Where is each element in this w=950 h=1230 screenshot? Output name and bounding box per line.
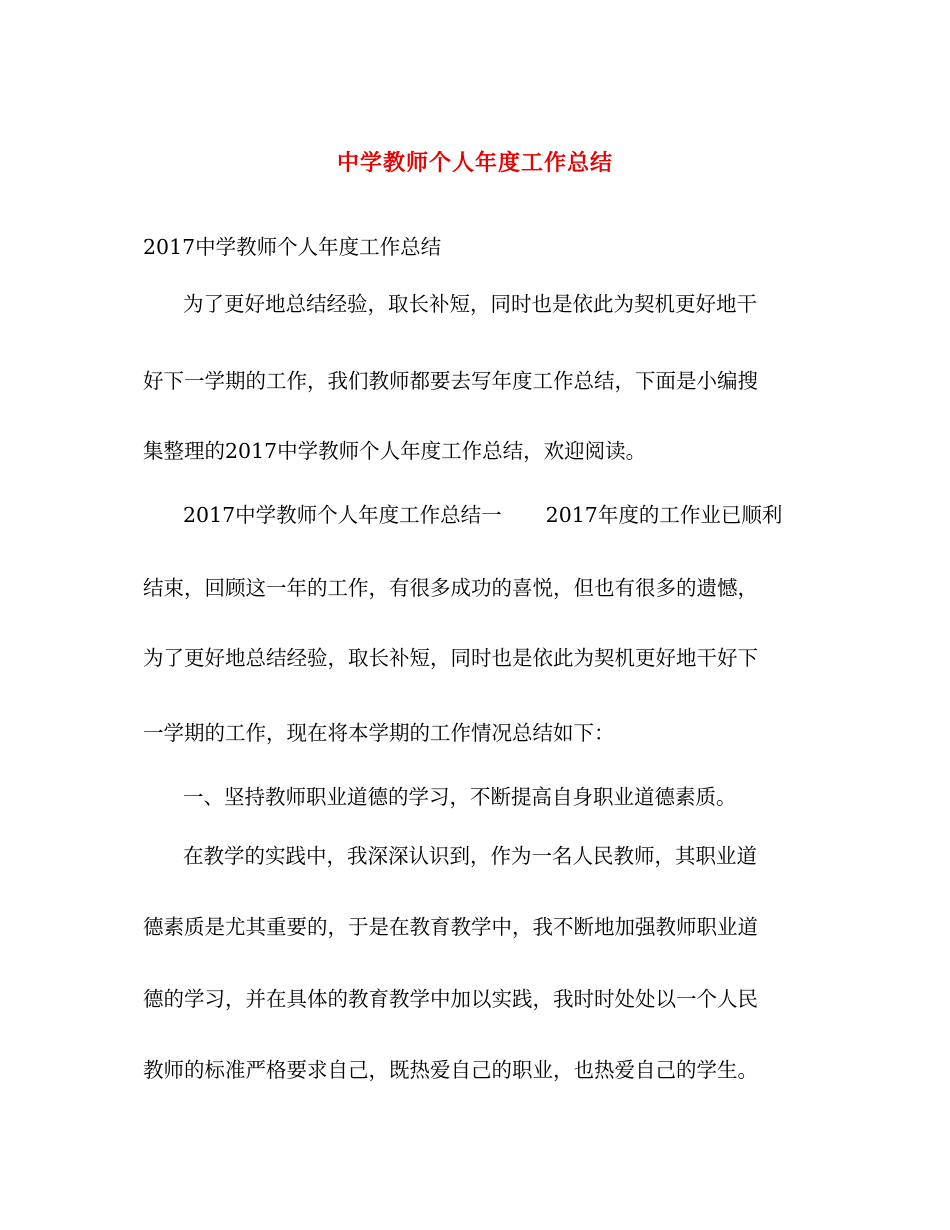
paragraph-line: 一学期的工作，现在将本学期的工作情况总结如下： <box>143 721 615 745</box>
paragraph-line <box>183 501 807 529</box>
paragraph-line: 结束，回顾这一年的工作，有很多成功的喜悦，但也有很多的遗憾， <box>143 576 758 600</box>
paragraph-line: 好下一学期的工作，我们教师都要去写年度工作总结，下面是小编搜 <box>143 369 758 393</box>
paragraph-line: 教师的标准严格要求自己，既热爱自己的职业，也热爱自己的学生。 <box>143 1058 758 1082</box>
paragraph-line: 为了更好地总结经验，取长补短，同时也是依此为契机更好地干好下 <box>143 646 758 670</box>
paragraph-line: 为了更好地总结经验，取长补短，同时也是依此为契机更好地干 <box>183 292 757 316</box>
paragraph-line: 德素质是尤其重要的，于是在教育教学中，我不断地加强教师职业道 <box>143 915 758 939</box>
section-heading: 2017中学教师个人年度工作总结一 <box>183 503 502 527</box>
paragraph-line: 德的学习，并在具体的教育教学中加以实践，我时时处处以一个人民 <box>143 987 758 1011</box>
document-title: 中学教师个人年度工作总结 <box>336 150 613 176</box>
paragraph-line: 集整理的2017中学教师个人年度工作总结，欢迎阅读。 <box>143 439 647 463</box>
subtitle-line: 2017中学教师个人年度工作总结 <box>143 235 442 259</box>
paragraph-line: 在教学的实践中，我深深认识到，作为一名人民教师，其职业道 <box>183 844 757 868</box>
paragraph-text: 2017年度的工作业已顺利 <box>545 503 783 527</box>
section-heading-line: 一、坚持教师职业道德的学习，不断提高自身职业道德素质。 <box>183 785 737 809</box>
